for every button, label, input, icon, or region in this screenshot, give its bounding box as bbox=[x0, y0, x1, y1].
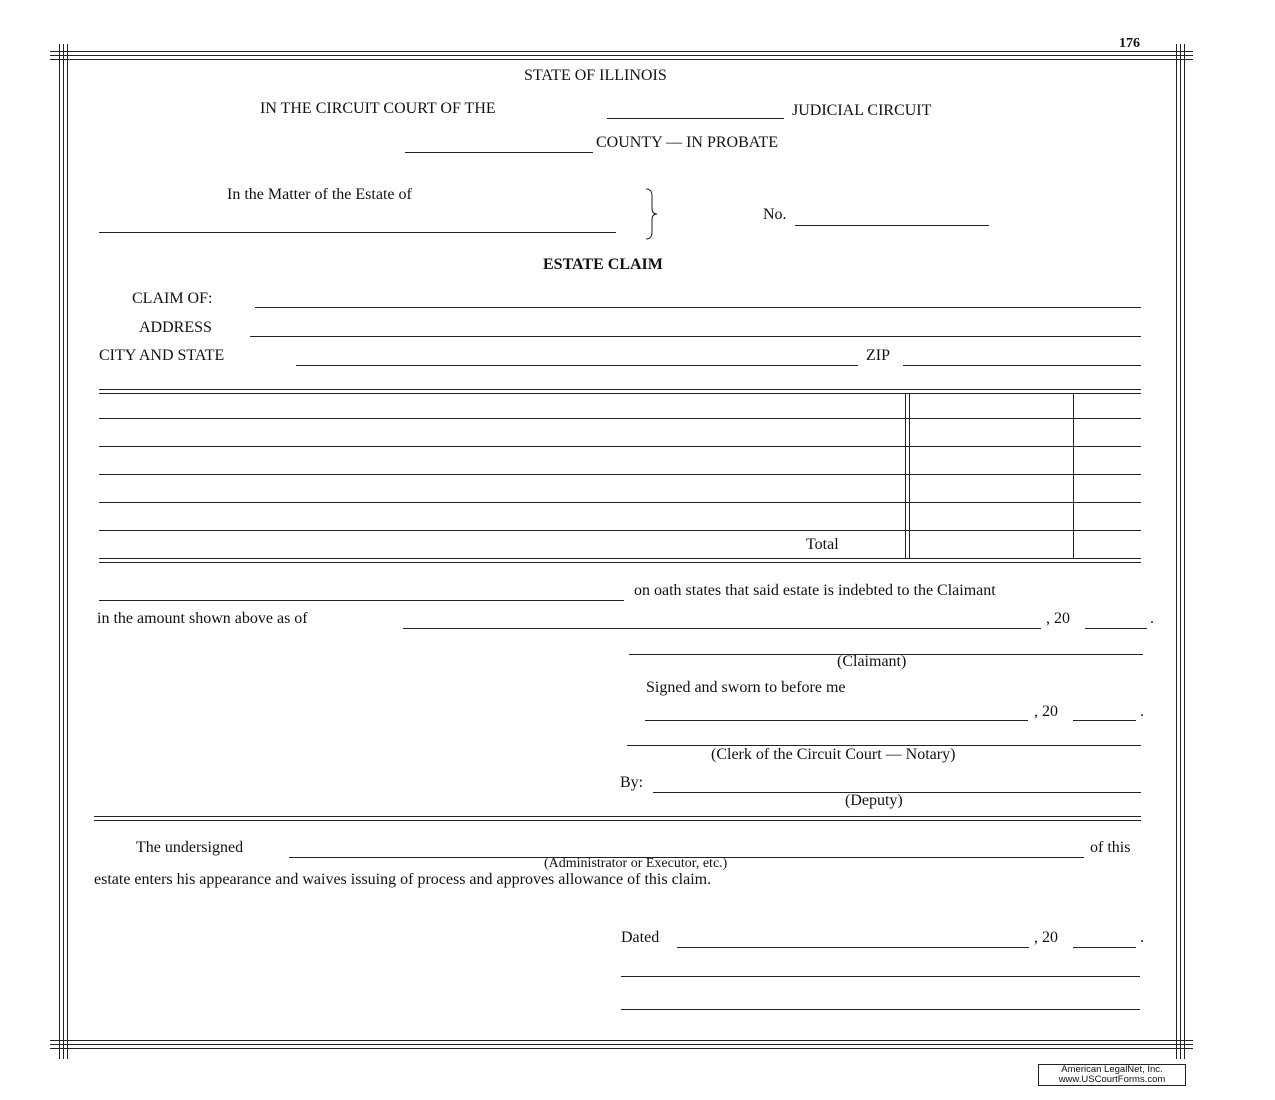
role-caption: (Administrator or Executor, etc.) bbox=[544, 856, 728, 871]
city-state-label: CITY AND STATE bbox=[99, 347, 225, 364]
matter-label: In the Matter of the Estate of bbox=[227, 186, 412, 203]
city-state-field[interactable] bbox=[296, 365, 858, 366]
form-title: ESTATE CLAIM bbox=[543, 256, 663, 273]
claim-of-label: CLAIM OF: bbox=[132, 290, 213, 307]
court-heading-suffix: JUDICIAL CIRCUIT bbox=[792, 102, 932, 119]
sworn-text: Signed and sworn to before me bbox=[646, 679, 846, 696]
table-row[interactable] bbox=[99, 474, 1141, 475]
case-number-label: No. bbox=[763, 206, 787, 223]
dated-year-field[interactable] bbox=[1073, 947, 1136, 948]
by-label: By: bbox=[620, 774, 644, 791]
case-number-field[interactable] bbox=[795, 225, 989, 226]
dated-label: Dated bbox=[621, 929, 660, 946]
zip-label: ZIP bbox=[866, 347, 890, 364]
signature-line-1[interactable] bbox=[621, 976, 1140, 977]
state-heading: STATE OF ILLINOIS bbox=[524, 67, 667, 84]
affiant-name-field[interactable] bbox=[99, 600, 624, 601]
signature-line-2[interactable] bbox=[621, 1009, 1140, 1010]
clerk-caption: (Clerk of the Circuit Court — Notary) bbox=[711, 746, 956, 763]
form-number: 176 bbox=[1119, 36, 1140, 51]
caption-brace bbox=[644, 188, 660, 240]
sworn-period: . bbox=[1140, 703, 1144, 720]
period: . bbox=[1150, 610, 1154, 627]
year-prefix: , 20 bbox=[1046, 610, 1070, 627]
table-row[interactable] bbox=[99, 418, 1141, 419]
of-this-label: of this bbox=[1090, 839, 1131, 856]
publisher-name: American LegalNet, Inc. bbox=[1061, 1064, 1163, 1075]
table-row[interactable] bbox=[99, 502, 1141, 503]
table-row[interactable] bbox=[99, 530, 1141, 531]
claim-of-field[interactable] bbox=[255, 307, 1141, 308]
address-field[interactable] bbox=[250, 336, 1141, 337]
as-of-date-field[interactable] bbox=[403, 628, 1041, 629]
waiver-text: estate enters his appearance and waives issuing of process and approves allowance of this claim. bbox=[94, 871, 712, 888]
county-heading: COUNTY — IN PROBATE bbox=[596, 134, 779, 151]
zip-field[interactable] bbox=[903, 365, 1141, 366]
undersigned-label: The undersigned bbox=[136, 839, 244, 856]
amount-as-of-label: in the amount shown above as of bbox=[97, 610, 308, 627]
sworn-date-field[interactable] bbox=[645, 720, 1028, 721]
judicial-circuit-field[interactable] bbox=[607, 118, 784, 119]
sworn-year-field[interactable] bbox=[1073, 720, 1136, 721]
court-heading-prefix: IN THE CIRCUIT COURT OF THE bbox=[260, 100, 496, 117]
sworn-year-prefix: , 20 bbox=[1034, 703, 1058, 720]
as-of-year-field[interactable] bbox=[1085, 628, 1147, 629]
dated-field[interactable] bbox=[677, 947, 1029, 948]
address-label: ADDRESS bbox=[139, 319, 212, 336]
total-label: Total bbox=[806, 536, 839, 553]
dated-period: . bbox=[1140, 929, 1144, 946]
table-row[interactable] bbox=[99, 446, 1141, 447]
deputy-caption: (Deputy) bbox=[845, 792, 903, 809]
section-divider bbox=[94, 816, 1141, 817]
claimant-caption: (Claimant) bbox=[837, 653, 907, 670]
section-divider bbox=[94, 820, 1141, 821]
publisher-url: www.USCourtForms.com bbox=[1058, 1074, 1166, 1085]
publisher-badge bbox=[1038, 1064, 1186, 1086]
county-field[interactable] bbox=[405, 152, 593, 153]
estate-name-field[interactable] bbox=[99, 232, 616, 233]
dated-year-prefix: , 20 bbox=[1034, 929, 1058, 946]
oath-text: on oath states that said estate is indebted to the Claimant bbox=[634, 582, 996, 599]
